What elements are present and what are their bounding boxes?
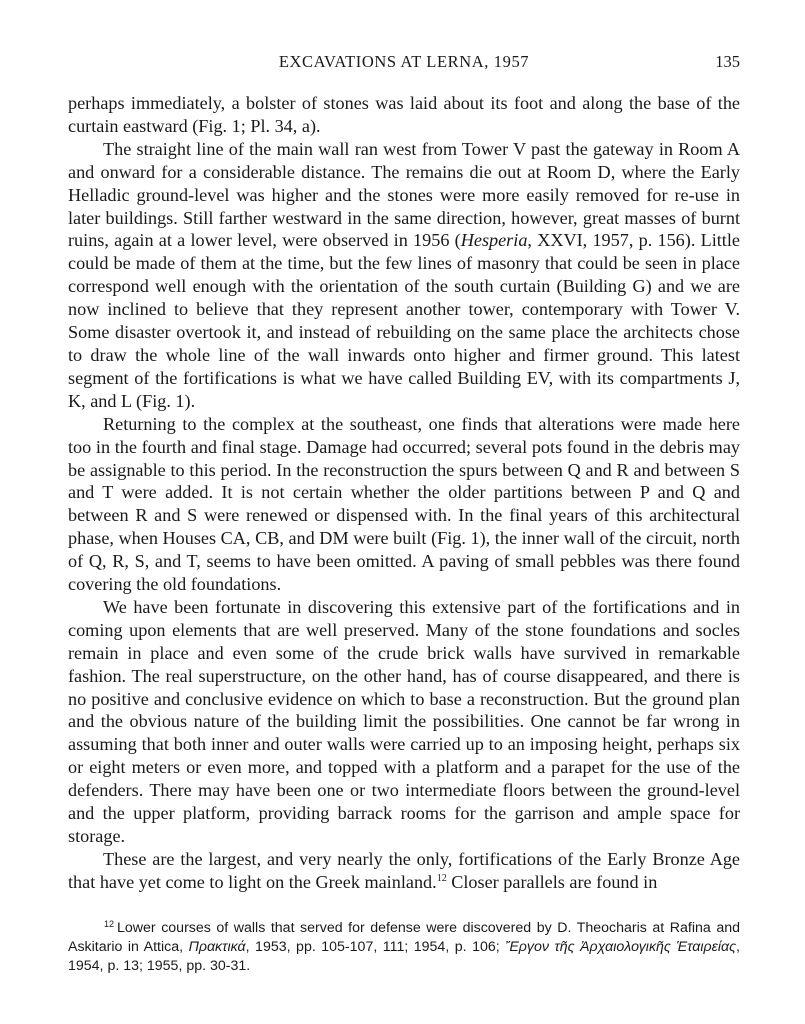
- footnote-text-c: , 1954, p. 13; 1955, pp. 30-31.: [68, 939, 740, 974]
- footnote-text-b: , 1953, pp. 105-107, 111; 1954, p. 106;: [245, 939, 506, 955]
- page-number: 135: [715, 52, 740, 71]
- paragraph-3: Returning to the complex at the southeast, one finds that alterations were made here too in the fourth and final stage. Damage had occurred; several pots found in the debris may be assignable to this period. In the reconstruction the spurs between Q and R and between S and T were added. It is not certain whether the older partitions between P and Q and between R and S were renewed or dispensed with. In the final years of this architectural phase, when Houses CA, CB, and DM were built (Fig. 1), the inner wall of the circuit, north of Q, R, S, and T, seems to have been omitted. A paving of small pebbles was there found covering the old foundations.: [68, 413, 740, 595]
- paragraph-4: We have been fortunate in discovering this extensive part of the fortifications and in coming upon elements that are well preserved. Many of the stone foundations and socles remain in place and even some of the crude brick walls have survived in remarkable fashion. The real superstructure, on the other hand, has of course disappeared, and there is no positive and conclusive evidence on which to base a reconstruction. But the ground plan and the obvious nature of the building limit the possibilities. One cannot be far wrong in assuming that both inner and outer walls were carried up to an imposing height, perhaps six or eight meters or even more, and topped with a platform and a parapet for the use of the defenders. There may have been one or two intermediate floors between the ground-level and the upper platform, providing barrack rooms for the garrison and ample space for storage.: [68, 596, 740, 846]
- paragraph-5-text-a: These are the largest, and very nearly the only, fortifications of the Early Bronze Age that have yet come to light on the Greek mainland.: [68, 848, 740, 892]
- paragraph-2-text-a: The straight line of the main wall ran west from Tower V past the gateway in Room A and onward for a considerable distance. The remains die out at Room D, where the Early Helladic ground-level was higher and the stones were more easily removed for re-use in later buildings. Still farther westward in the same direction, however, great masses of burnt ruins, again at a lower level, were observed in 1956 (: [68, 138, 740, 251]
- footnote: [68, 915, 740, 976]
- footnote-reference[interactable]: 12: [436, 872, 447, 884]
- paragraph-2: [68, 138, 740, 413]
- running-title: EXCAVATIONS AT LERNA, 1957: [278, 52, 530, 71]
- page-header: [68, 52, 740, 76]
- body-text: [68, 92, 740, 894]
- journal-title-hesperia: Hesperia: [460, 230, 528, 251]
- footnote-title-praktika: Πρακτικά: [188, 939, 246, 955]
- footnote-number: 12: [104, 919, 115, 929]
- paragraph-5: [68, 848, 740, 894]
- paragraph-2-text-b: , XXVI, 1957, p. 156). Little could be made of them at the time, but the few lines of masonry that could be seen in place correspond well enough with the orientation of the south curtain (Building G) and we are now inclined to believe that they represent another tower, contemporary with Tower V. Some disaster overtook it, and instead of rebuilding on the same place the architects chose to draw the whole line of the wall inwards onto higher and firmer ground. This latest segment of the fortifications is what we have called Building EV, with its compartments J, K, and L (Fig. 1).: [68, 230, 740, 411]
- footnote-title-ergon: Ἔργον τῆς Ἀρχαιολογικῆς Ἑταιρείας: [505, 939, 737, 955]
- paragraph-5-text-b: Closer parallels are found in: [446, 871, 658, 892]
- paragraph-1: perhaps immediately, a bolster of stones was laid about its foot and along the base of the curtain eastward (Fig. 1; Pl. 34, a).: [68, 93, 740, 136]
- footnote-text-a: Lower courses of walls that served for defense were discovered by D. Theocharis at Rafina and Askitario in Attica,: [68, 920, 740, 955]
